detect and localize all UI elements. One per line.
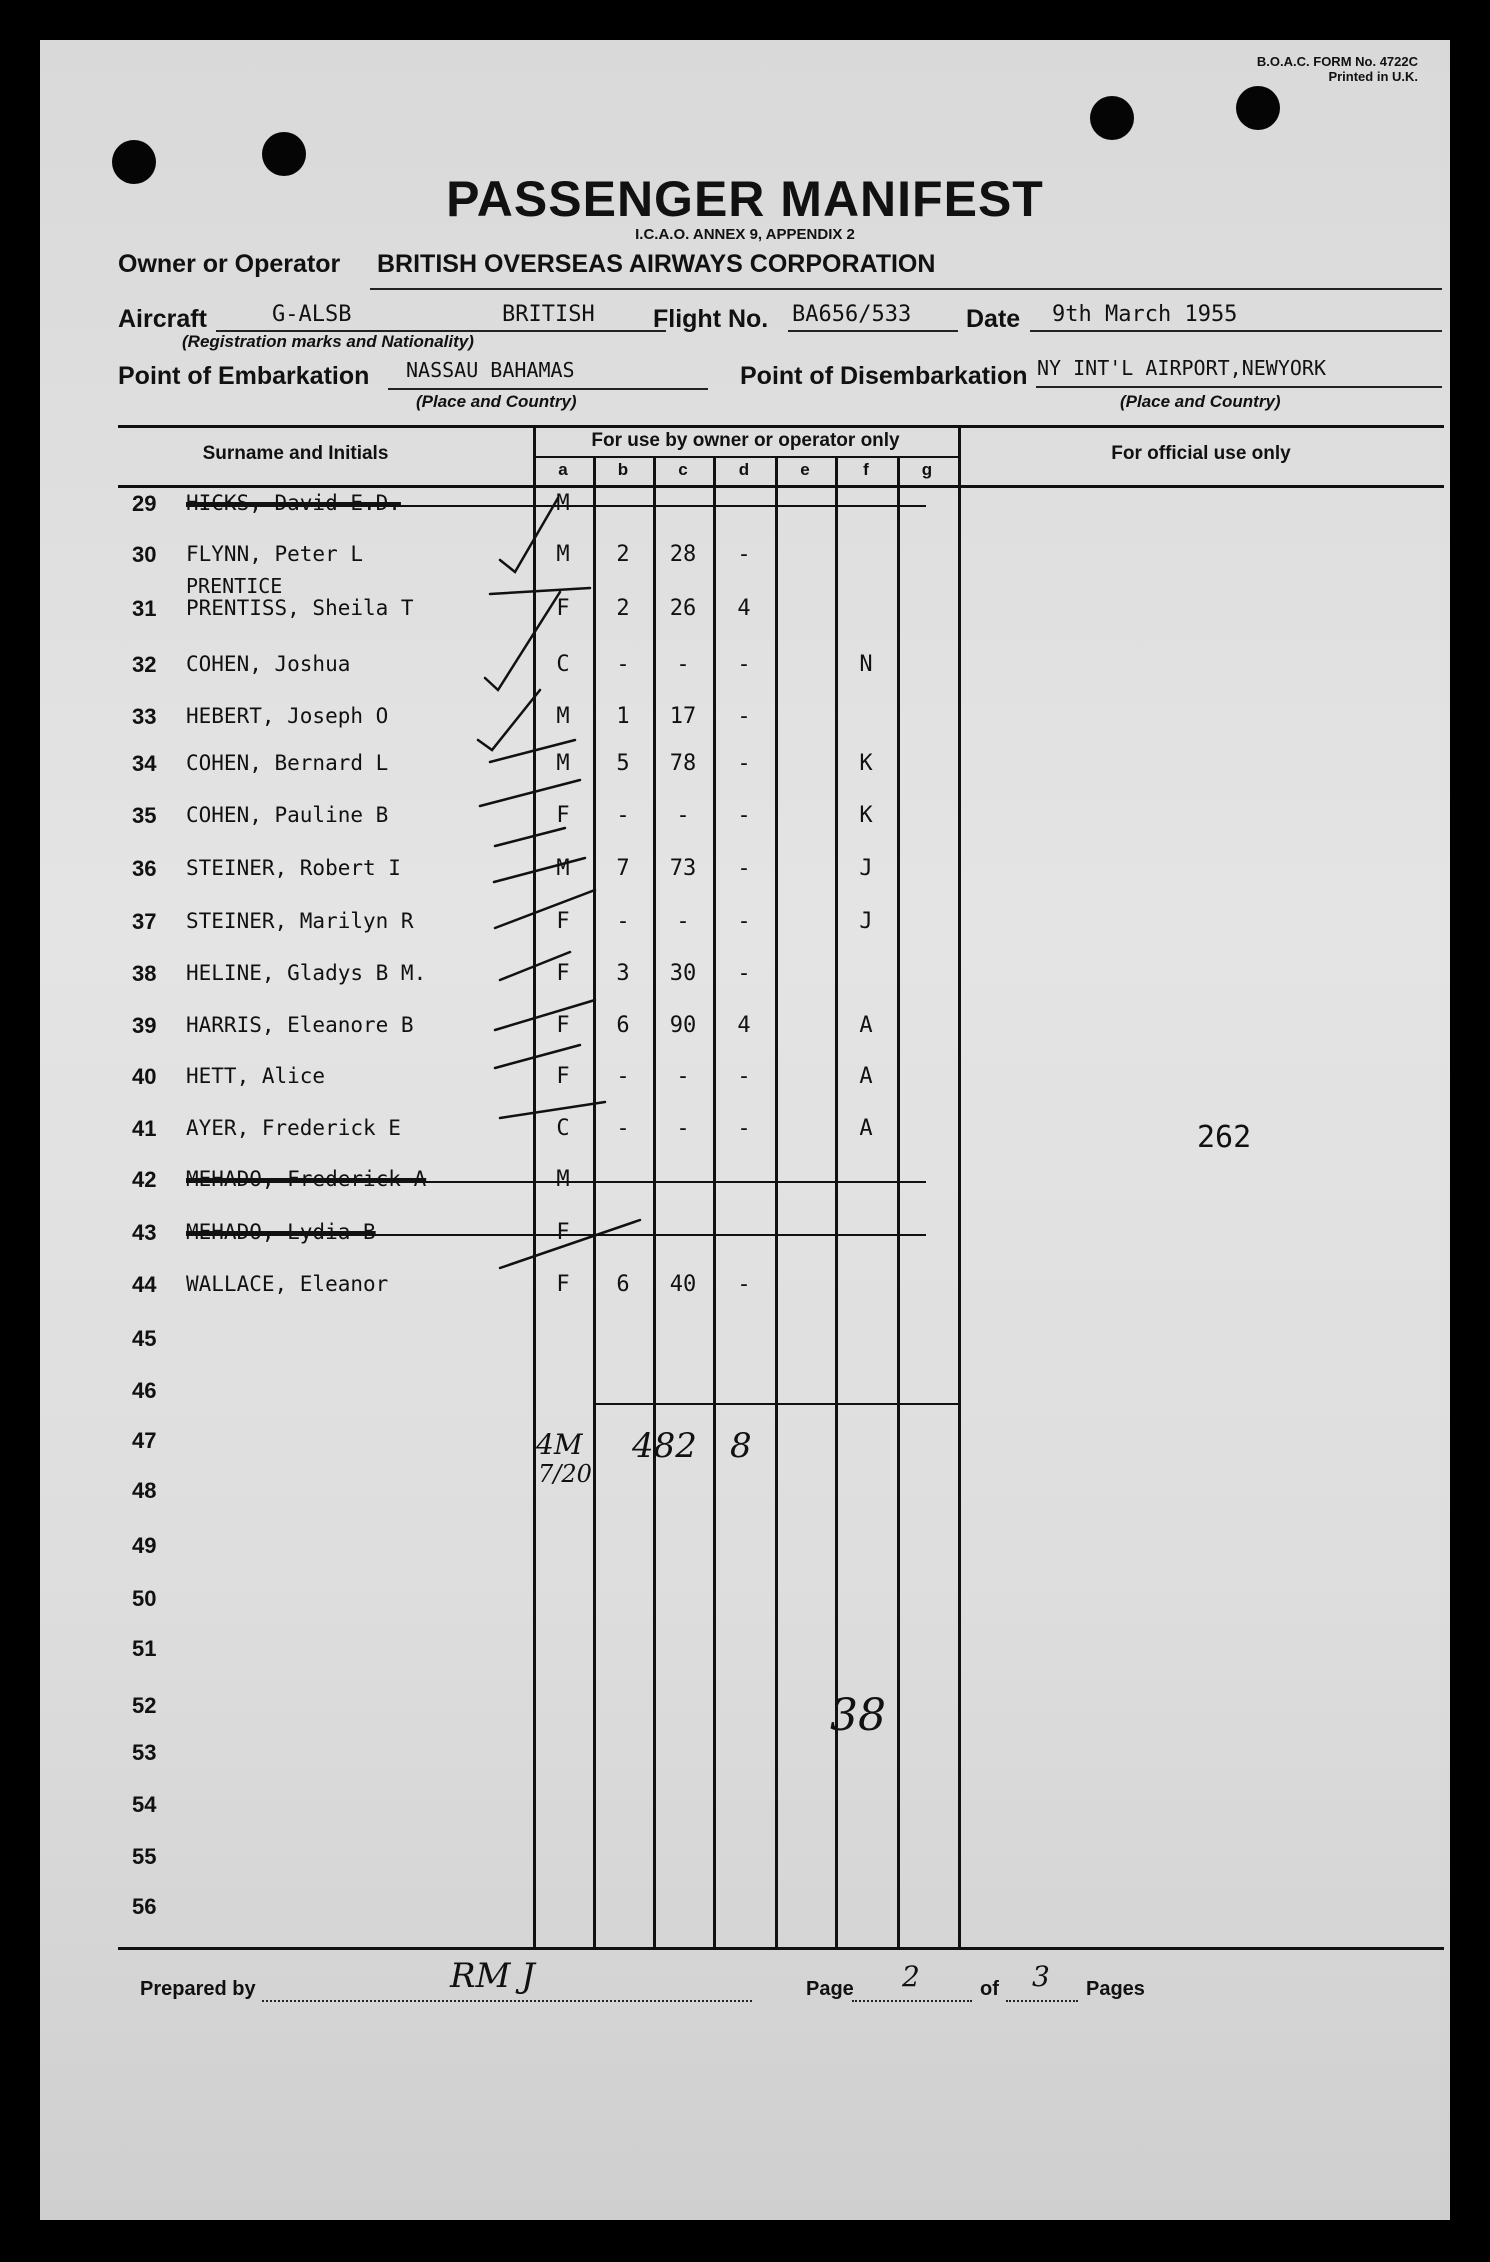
col-official-header: For official use only (1111, 443, 1291, 464)
pages-label: Pages (1086, 1978, 1145, 2000)
cell-c: 90 (669, 1013, 697, 1038)
cell-b: 6 (616, 1013, 630, 1038)
cell-b: - (616, 1064, 630, 1089)
cell-f: A (859, 1064, 873, 1089)
cell-d: - (737, 1272, 751, 1297)
cell-b: - (616, 803, 630, 828)
cell-a: C (556, 1116, 570, 1141)
cell-f: A (859, 1116, 873, 1141)
row-number: 36 (132, 856, 157, 881)
subcol-c: c (678, 460, 688, 479)
col-surname-header: Surname and Initials (202, 443, 389, 464)
cell-d: - (737, 909, 751, 934)
cell-b: - (616, 652, 630, 677)
subcol-f: f (863, 460, 869, 479)
passenger-name: HARRIS, Eleanore B (186, 1013, 414, 1037)
row-number: 49 (132, 1533, 157, 1558)
row-number: 32 (132, 652, 157, 677)
passenger-name: MEHADO, Frederick A (186, 1167, 427, 1191)
cell-c: 30 (669, 961, 697, 986)
total-c: 482 (632, 1426, 697, 1466)
cell-a: M (556, 542, 570, 567)
flight-value: BA656/533 (792, 302, 912, 327)
cell-b: 3 (616, 961, 630, 986)
cell-a: F (556, 803, 570, 828)
cell-c: - (676, 1064, 690, 1089)
page-subtitle: I.C.A.O. ANNEX 9, APPENDIX 2 (635, 226, 855, 243)
cell-a: M (556, 704, 570, 729)
passenger-name: STEINER, Robert I (186, 856, 401, 880)
cell-b: - (616, 909, 630, 934)
passenger-name: PRENTISS, Sheila T (186, 596, 414, 620)
row-number: 54 (132, 1792, 157, 1817)
subcol-g: g (921, 460, 933, 479)
name-correction: PRENTICE (186, 574, 283, 598)
page-value: 2 (902, 1960, 920, 1993)
row-number: 30 (132, 542, 157, 567)
passenger-name: COHEN, Joshua (186, 652, 351, 676)
disembark-label: Point of Disembarkation (740, 362, 1028, 390)
row-number: 45 (132, 1326, 157, 1351)
cell-f: J (859, 856, 873, 881)
total-a-line2: 7/20 (538, 1460, 592, 1488)
passenger-name: STEINER, Marilyn R (186, 909, 414, 933)
form-number: B.O.A.C. FORM No. 4722C (1256, 54, 1418, 69)
passenger-name: AYER, Frederick E (186, 1116, 401, 1140)
owner-label: Owner or Operator (118, 250, 341, 278)
cell-a: C (556, 652, 570, 677)
cell-c: - (676, 1116, 690, 1141)
row-number: 53 (132, 1740, 157, 1765)
cell-c: - (676, 652, 690, 677)
subcol-d: d (738, 460, 750, 479)
passenger-name: COHEN, Pauline B (186, 803, 389, 827)
passenger-name: WALLACE, Eleanor (186, 1272, 389, 1296)
disembark-note: (Place and Country) (1120, 392, 1281, 411)
cell-b: 7 (616, 856, 630, 881)
cell-a: M (556, 751, 570, 776)
cell-a: F (556, 1064, 570, 1089)
embark-note: (Place and Country) (416, 392, 577, 411)
cell-d: - (737, 856, 751, 881)
row-number: 43 (132, 1220, 157, 1245)
passenger-name: HICKS, David E.D. (186, 491, 401, 515)
cell-d: - (737, 652, 751, 677)
passenger-name: FLYNN, Peter L (186, 542, 364, 566)
cell-c: 28 (669, 542, 697, 567)
cell-c: - (676, 803, 690, 828)
row-number: 29 (132, 491, 157, 516)
prepared-value: RM J (450, 1956, 535, 1996)
row-number: 38 (132, 961, 157, 986)
passenger-name: MEHADO, Lydia B (186, 1220, 376, 1244)
subcol-b: b (617, 460, 629, 479)
row-number: 44 (132, 1272, 157, 1297)
cell-a: M (556, 1167, 570, 1192)
handwritten-marks (40, 40, 1450, 2220)
cell-f: J (859, 909, 873, 934)
aircraft-value: G-ALSB (272, 302, 352, 327)
cell-a: F (556, 961, 570, 986)
cell-d: - (737, 1064, 751, 1089)
row-number: 35 (132, 803, 157, 828)
row-number: 42 (132, 1167, 157, 1192)
disembark-value: NY INT'L AIRPORT,NEWYORK (1037, 356, 1326, 380)
date-label: Date (966, 305, 1021, 333)
aircraft-label: Aircraft (118, 305, 207, 333)
cell-c: 78 (669, 751, 697, 776)
row-number: 47 (132, 1428, 157, 1453)
cell-b: - (616, 1116, 630, 1141)
of-value: 3 (1032, 1960, 1050, 1993)
total-a-line1: 4M (536, 1428, 583, 1461)
cell-a: F (556, 1220, 570, 1245)
owner-value: BRITISH OVERSEAS AIRWAYS CORPORATION (377, 250, 936, 278)
flight-label: Flight No. (653, 305, 769, 333)
cell-a: F (556, 1013, 570, 1038)
nationality-value: BRITISH (502, 302, 595, 327)
cell-b: 1 (616, 704, 630, 729)
page-label: Page (806, 1978, 854, 2000)
row-number: 41 (132, 1116, 157, 1141)
official-note: 262 (1197, 1120, 1252, 1155)
row-number: 34 (132, 751, 157, 776)
embark-value: NASSAU BAHAMAS (406, 358, 575, 382)
registration-note: (Registration marks and Nationality) (182, 332, 474, 351)
row-number: 51 (132, 1636, 157, 1661)
margin-note: 38 (830, 1690, 886, 1741)
cell-c: - (676, 909, 690, 934)
row-number: 39 (132, 1013, 157, 1038)
subcol-e: e (800, 460, 810, 479)
row-number: 52 (132, 1693, 157, 1718)
cell-d: - (737, 961, 751, 986)
embark-label: Point of Embarkation (118, 362, 370, 390)
manifest-page (40, 40, 1450, 2220)
cell-d: 4 (737, 596, 751, 621)
cell-a: F (556, 1272, 570, 1297)
prepared-label: Prepared by (140, 1978, 256, 2000)
row-number: 48 (132, 1478, 157, 1503)
row-number: 37 (132, 909, 157, 934)
page-title: PASSENGER MANIFEST (446, 171, 1044, 227)
cell-c: 73 (669, 856, 697, 881)
cell-a: F (556, 909, 570, 934)
row-number: 33 (132, 704, 157, 729)
cell-c: 17 (669, 704, 697, 729)
printed-note: Printed in U.K. (1328, 69, 1418, 84)
cell-a: M (556, 491, 570, 516)
cell-c: 26 (669, 596, 697, 621)
cell-a: M (556, 856, 570, 881)
cell-d: - (737, 542, 751, 567)
cell-d: - (737, 704, 751, 729)
passenger-name: HEBERT, Joseph O (186, 704, 389, 728)
row-number: 31 (132, 596, 157, 621)
cell-c: 40 (669, 1272, 697, 1297)
passenger-name: HELINE, Gladys B M. (186, 961, 427, 985)
cell-b: 2 (616, 596, 630, 621)
passenger-name: COHEN, Bernard L (186, 751, 389, 775)
cell-f: K (859, 803, 873, 828)
of-label: of (980, 1978, 999, 2000)
cell-f: N (859, 652, 873, 677)
cell-d: - (737, 803, 751, 828)
total-d: 8 (730, 1426, 752, 1466)
cell-b: 2 (616, 542, 630, 567)
cell-a: F (556, 596, 570, 621)
cell-b: 6 (616, 1272, 630, 1297)
cell-f: K (859, 751, 873, 776)
cell-b: 5 (616, 751, 630, 776)
cell-f: A (859, 1013, 873, 1038)
passenger-name: HETT, Alice (186, 1064, 326, 1088)
cell-d: - (737, 1116, 751, 1141)
date-value: 9th March 1955 (1052, 302, 1238, 327)
row-number: 40 (132, 1064, 157, 1089)
row-number: 55 (132, 1844, 157, 1869)
row-number: 56 (132, 1894, 157, 1919)
col-owner-header: For use by owner or operator only (591, 430, 900, 451)
cell-d: - (737, 751, 751, 776)
cell-d: 4 (737, 1013, 751, 1038)
row-number: 50 (132, 1586, 157, 1611)
row-number: 46 (132, 1378, 157, 1403)
subcol-a: a (558, 460, 568, 479)
